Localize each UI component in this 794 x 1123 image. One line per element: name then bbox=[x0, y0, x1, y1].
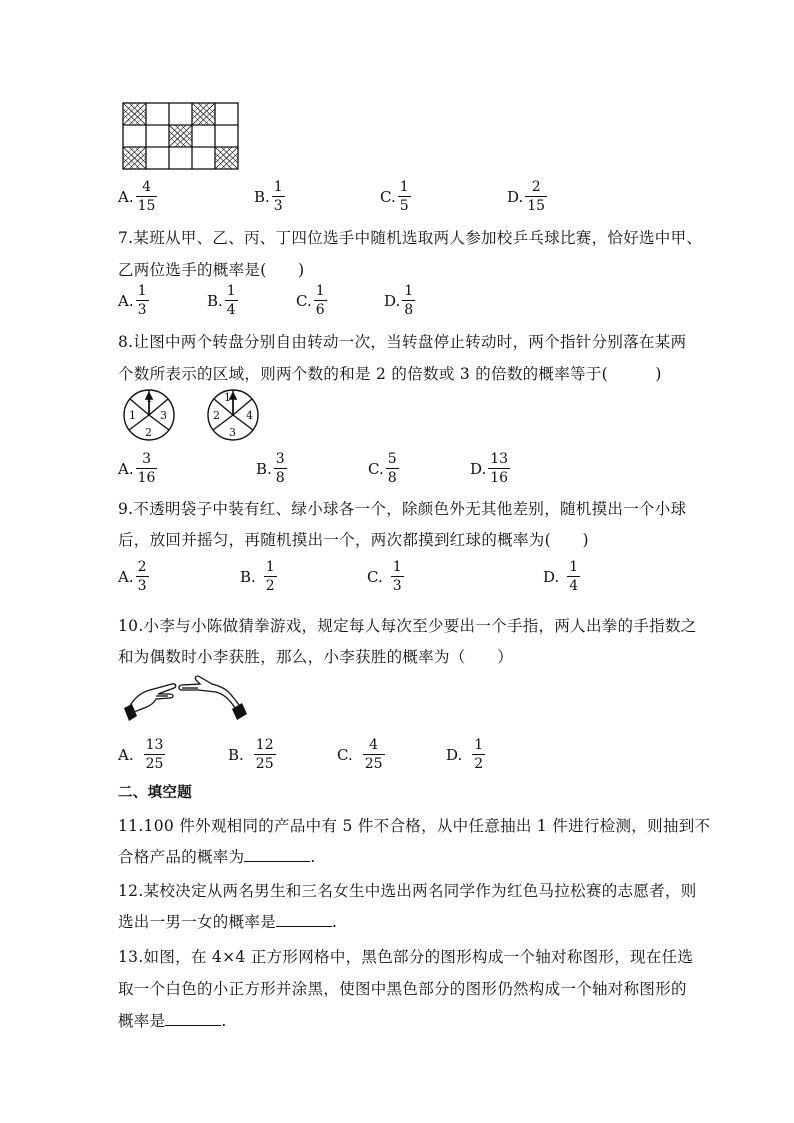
fraction: $\frac{1}{3}$ bbox=[392, 559, 402, 594]
q8-text-line2: 个数所表示的区域，则两个数的和是 2 的倍数或 3 的倍数的概率等于( ) bbox=[118, 365, 662, 383]
q10-option-c[interactable] bbox=[337, 738, 385, 771]
q8-text-line1: 8.让图中两个转盘分别自由转动一次，当转盘停止转动时，两个指针分别落在某两 bbox=[118, 333, 687, 351]
option-label: B. bbox=[254, 187, 270, 206]
q6-option-d[interactable] bbox=[507, 180, 547, 213]
option-label: C. bbox=[296, 291, 312, 310]
fraction: $\frac{2}{15}$ bbox=[527, 179, 546, 214]
q12-text-line1: 12.某校决定从两名男生和三名女生中选出两名同学作为红色马拉松赛的志愿者，则 bbox=[118, 882, 697, 900]
q13-text-line2: 取一个白色的小正方形并涂黑，使图中黑色部分的图形仍然构成一个轴对称图形的 bbox=[118, 980, 687, 998]
hatched-cell bbox=[169, 125, 192, 147]
q11-text-line2 bbox=[118, 845, 316, 867]
fraction: $\frac{1}{4}$ bbox=[569, 559, 579, 594]
q9-option-b[interactable] bbox=[240, 560, 277, 593]
option-label: B. bbox=[228, 745, 244, 764]
option-label: A. bbox=[118, 187, 134, 206]
option-label: C. bbox=[337, 745, 353, 764]
q8-option-b[interactable] bbox=[256, 452, 287, 485]
spinner-right-num3: 3 bbox=[229, 426, 236, 439]
q12-prefix: 选出一男一女的概率是 bbox=[118, 913, 277, 931]
q7-option-d[interactable] bbox=[384, 284, 415, 317]
option-label: A. bbox=[118, 745, 134, 764]
spinner-left-num1: 1 bbox=[129, 409, 136, 422]
option-label: C. bbox=[367, 567, 383, 586]
fraction: $\frac{1}{2}$ bbox=[265, 559, 275, 594]
q10-text-line2: 和为偶数时小李获胜，那么，小李获胜的概率为（ ） bbox=[118, 648, 514, 666]
left-sleeve bbox=[124, 704, 137, 721]
hatched-cell bbox=[215, 147, 238, 169]
q12-answer-blank[interactable] bbox=[276, 912, 332, 927]
option-label: D. bbox=[470, 459, 487, 478]
fraction: $\frac{13}{25}$ bbox=[145, 737, 164, 772]
q8-option-c[interactable] bbox=[368, 452, 399, 485]
spinner-left-num2: 2 bbox=[145, 426, 152, 439]
q10-option-d[interactable] bbox=[446, 738, 485, 771]
fraction: $\frac{4}{15}$ bbox=[137, 179, 156, 214]
section-title-fill-in: 二、填空题 bbox=[118, 785, 192, 801]
option-label: C. bbox=[368, 459, 384, 478]
q9-text-line2: 后，放回并摇匀，再随机摸出一个，两次都摸到红球的概率为( ) bbox=[118, 531, 589, 549]
option-label: B. bbox=[207, 291, 223, 310]
spinner-left-num3: 3 bbox=[160, 409, 167, 422]
option-label: D. bbox=[384, 291, 401, 310]
right-sleeve bbox=[232, 703, 247, 720]
q13-text-line3 bbox=[118, 1009, 227, 1031]
fraction: $\frac{3}{8}$ bbox=[275, 451, 285, 486]
option-label: D. bbox=[507, 187, 524, 206]
q8-option-d[interactable] bbox=[470, 452, 510, 485]
q6-option-b[interactable] bbox=[254, 180, 285, 213]
spinner-right-num1: 1 bbox=[224, 391, 231, 404]
fraction: $\frac{1}{6}$ bbox=[315, 283, 325, 318]
q8-spinners-figure bbox=[117, 388, 267, 444]
hatched-cell bbox=[123, 147, 146, 169]
fraction: $\frac{13}{16}$ bbox=[490, 451, 509, 486]
fraction: $\frac{3}{16}$ bbox=[137, 451, 156, 486]
option-label: B. bbox=[240, 567, 256, 586]
option-label: A. bbox=[118, 459, 134, 478]
spinner-right-num4: 4 bbox=[246, 409, 253, 422]
q9-option-c[interactable] bbox=[367, 560, 404, 593]
q13-prefix: 概率是 bbox=[118, 1012, 166, 1030]
q11-answer-blank[interactable] bbox=[244, 847, 310, 862]
q7-text-line1: 7.某班从甲、乙、丙、丁四位选手中随机选取两人参加校乒乓球比赛，恰好选中甲、 bbox=[118, 229, 703, 247]
q13-answer-blank[interactable] bbox=[165, 1011, 221, 1026]
q9-option-d[interactable] bbox=[543, 560, 580, 593]
q10-option-b[interactable] bbox=[228, 738, 276, 771]
fraction: $\frac{2}{3}$ bbox=[137, 559, 147, 594]
q6-grid-figure bbox=[122, 102, 240, 170]
q6-option-a[interactable] bbox=[118, 180, 157, 213]
option-label: B. bbox=[256, 459, 272, 478]
q8-option-a[interactable] bbox=[118, 452, 157, 485]
option-label: A. bbox=[118, 567, 134, 586]
hatched-cell bbox=[192, 103, 215, 125]
q6-option-c[interactable] bbox=[380, 180, 411, 213]
q7-option-b[interactable] bbox=[207, 284, 238, 317]
fraction: $\frac{5}{8}$ bbox=[387, 451, 397, 486]
hatched-cell bbox=[123, 103, 146, 125]
spinner-right-num2: 2 bbox=[213, 409, 220, 422]
left-hand-icon bbox=[130, 684, 176, 712]
q10-hands-figure bbox=[120, 672, 250, 724]
fraction: $\frac{1}{2}$ bbox=[474, 737, 484, 772]
q7-text-line2: 乙两位选手的概率是( ) bbox=[118, 261, 305, 279]
q12-text-line2 bbox=[118, 910, 337, 932]
fraction: $\frac{1}{3}$ bbox=[137, 283, 147, 318]
option-label: C. bbox=[380, 187, 396, 206]
q13-suffix: . bbox=[221, 1012, 227, 1030]
q12-suffix: . bbox=[332, 913, 338, 931]
q11-prefix: 合格产品的概率为 bbox=[118, 848, 245, 866]
q7-option-c[interactable] bbox=[296, 284, 327, 317]
fraction: $\frac{1}{3}$ bbox=[273, 179, 283, 214]
fraction: $\frac{1}{5}$ bbox=[399, 179, 409, 214]
q7-option-a[interactable] bbox=[118, 284, 149, 317]
q10-option-a[interactable] bbox=[118, 738, 165, 771]
q11-text-line1: 11.100 件外观相同的产品中有 5 件不合格，从中任意抽出 1 件进行检测，则抽到不 bbox=[118, 817, 711, 835]
fraction: $\frac{1}{4}$ bbox=[226, 283, 236, 318]
q9-option-a[interactable] bbox=[118, 560, 149, 593]
q13-text-line1: 13.如图，在 4×4 正方形网格中，黑色部分的图形构成一个轴对称图形，现在任选 bbox=[118, 948, 694, 966]
fraction: $\frac{1}{8}$ bbox=[404, 283, 414, 318]
fraction: $\frac{4}{25}$ bbox=[364, 737, 383, 772]
option-label: D. bbox=[446, 745, 463, 764]
right-hand-icon bbox=[179, 676, 240, 708]
q10-text-line1: 10.小李与小陈做猜拳游戏，规定每人每次至少要出一个手指，两人出拳的手指数之 bbox=[118, 617, 697, 635]
option-label: A. bbox=[118, 291, 134, 310]
q11-suffix: . bbox=[310, 848, 316, 866]
q9-text-line1: 9.不透明袋子中装有红、绿小球各一个，除颜色外无其他差别，随机摸出一个小球 bbox=[118, 500, 687, 518]
fraction: $\frac{12}{25}$ bbox=[255, 737, 274, 772]
spinner-left-num4: 4 bbox=[145, 392, 152, 405]
option-label: D. bbox=[543, 567, 560, 586]
